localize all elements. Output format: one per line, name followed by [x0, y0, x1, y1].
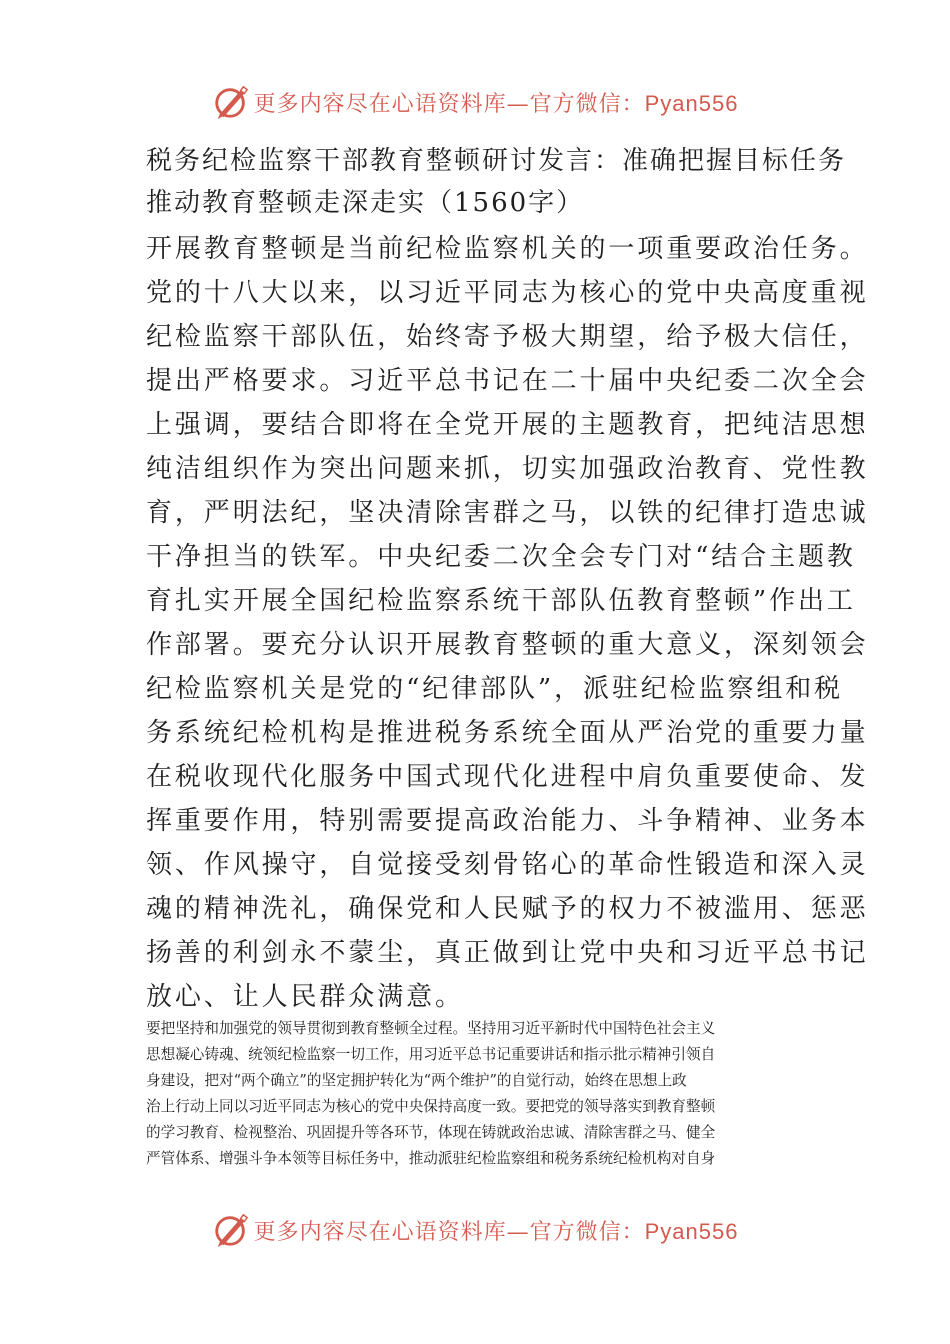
- text-line: 开展教育整顿是当前纪检监察机关的一项重要政治任务。: [146, 234, 869, 264]
- text-line: 党的十八大以来，以习近平同志为核心的党中央高度重视: [146, 278, 869, 308]
- text-line: 育扎实开展全国纪检监察系统干部队伍教育整顿”作出工: [146, 586, 856, 616]
- footer-banner: [0, 1210, 950, 1250]
- text-line: 务系统纪检机构是推进税务系统全面从严治党的重要力量: [146, 718, 869, 748]
- text-line: 纯洁组织作为突出问题来抓，切实加强政治教育、党性教: [146, 454, 869, 484]
- text-line: 治上行动上同以习近平同志为核心的党中央保持高度一致。要把党的领导落实到教育整顿: [146, 1098, 716, 1115]
- pen-logo-icon: [212, 83, 250, 121]
- text-line: 在税收现代化服务中国式现代化进程中肩负重要使命、发: [146, 762, 869, 792]
- text-line: 上强调，要结合即将在全党开展的主题教育，把纯洁思想: [146, 410, 869, 440]
- text-line: 挥重要作用，特别需要提高政治能力、斗争精神、业务本: [146, 806, 869, 836]
- text-line: 纪检监察机关是党的“纪律部队”，派驻纪检监察组和税: [146, 674, 844, 704]
- pen-logo-icon: [212, 1211, 250, 1249]
- text-line: 纪检监察干部队伍，始终寄予极大期望，给予极大信任，: [146, 322, 869, 352]
- text-line: 的学习教育、检视整治、巩固提升等各环节，体现在铸就政治忠诚、清除害群之马、健全: [146, 1124, 716, 1141]
- text-line: 身建设，把对“两个确立”的坚定拥护转化为“两个维护”的自觉行动，始终在思想上政: [146, 1072, 687, 1089]
- footer-banner-text: [254, 1215, 739, 1246]
- text-line: 思想凝心铸魂、统领纪检监察一切工作，用习近平总书记重要讲话和指示批示精神引领自: [146, 1046, 716, 1063]
- title-line: 税务纪检监察干部教育整顿研讨发言：准确把握目标任务: [146, 146, 847, 176]
- text-line: 作部署。要充分认识开展教育整顿的重大意义，深刻领会: [146, 630, 869, 660]
- title-line: 推动教育整顿走深走实（1560字）: [146, 188, 585, 218]
- header-banner-cn: 更多内容尽在心语资料库—官方微信：: [253, 91, 645, 117]
- paragraph-large: [146, 227, 869, 1019]
- text-line: 严管体系、增强斗争本领等目标任务中，推动派驻纪检监察组和税务系统纪检机构对自身: [146, 1150, 716, 1167]
- header-banner: [0, 82, 950, 122]
- footer-banner-cn: 更多内容尽在心语资料库—官方微信：: [253, 1219, 645, 1245]
- text-line: 放心、让人民群众满意。: [146, 982, 464, 1012]
- footer-banner-wechat-id: Pyan556: [644, 1218, 739, 1244]
- header-banner-wechat-id: Pyan556: [644, 90, 739, 116]
- text-line: 领、作风操守，自觉接受刻骨铭心的革命性锻造和深入灵: [146, 850, 869, 880]
- text-line: 魂的精神洗礼，确保党和人民赋予的权力不被滥用、惩恶: [146, 894, 869, 924]
- text-line: 育，严明法纪，坚决清除害群之马，以铁的纪律打造忠诚: [146, 498, 869, 528]
- text-line: 要把坚持和加强党的领导贯彻到教育整顿全过程。坚持用习近平新时代中国特色社会主义: [146, 1020, 716, 1037]
- document-title: [146, 140, 847, 224]
- text-line: 干净担当的铁军。中央纪委二次全会专门对“结合主题教: [146, 542, 856, 572]
- text-line: 扬善的利剑永不蒙尘，真正做到让党中央和习近平总书记: [146, 938, 869, 968]
- paragraph-small: [146, 1016, 816, 1172]
- text-line: 提出严格要求。习近平总书记在二十届中央纪委二次全会: [146, 366, 869, 396]
- header-banner-text: [254, 87, 739, 118]
